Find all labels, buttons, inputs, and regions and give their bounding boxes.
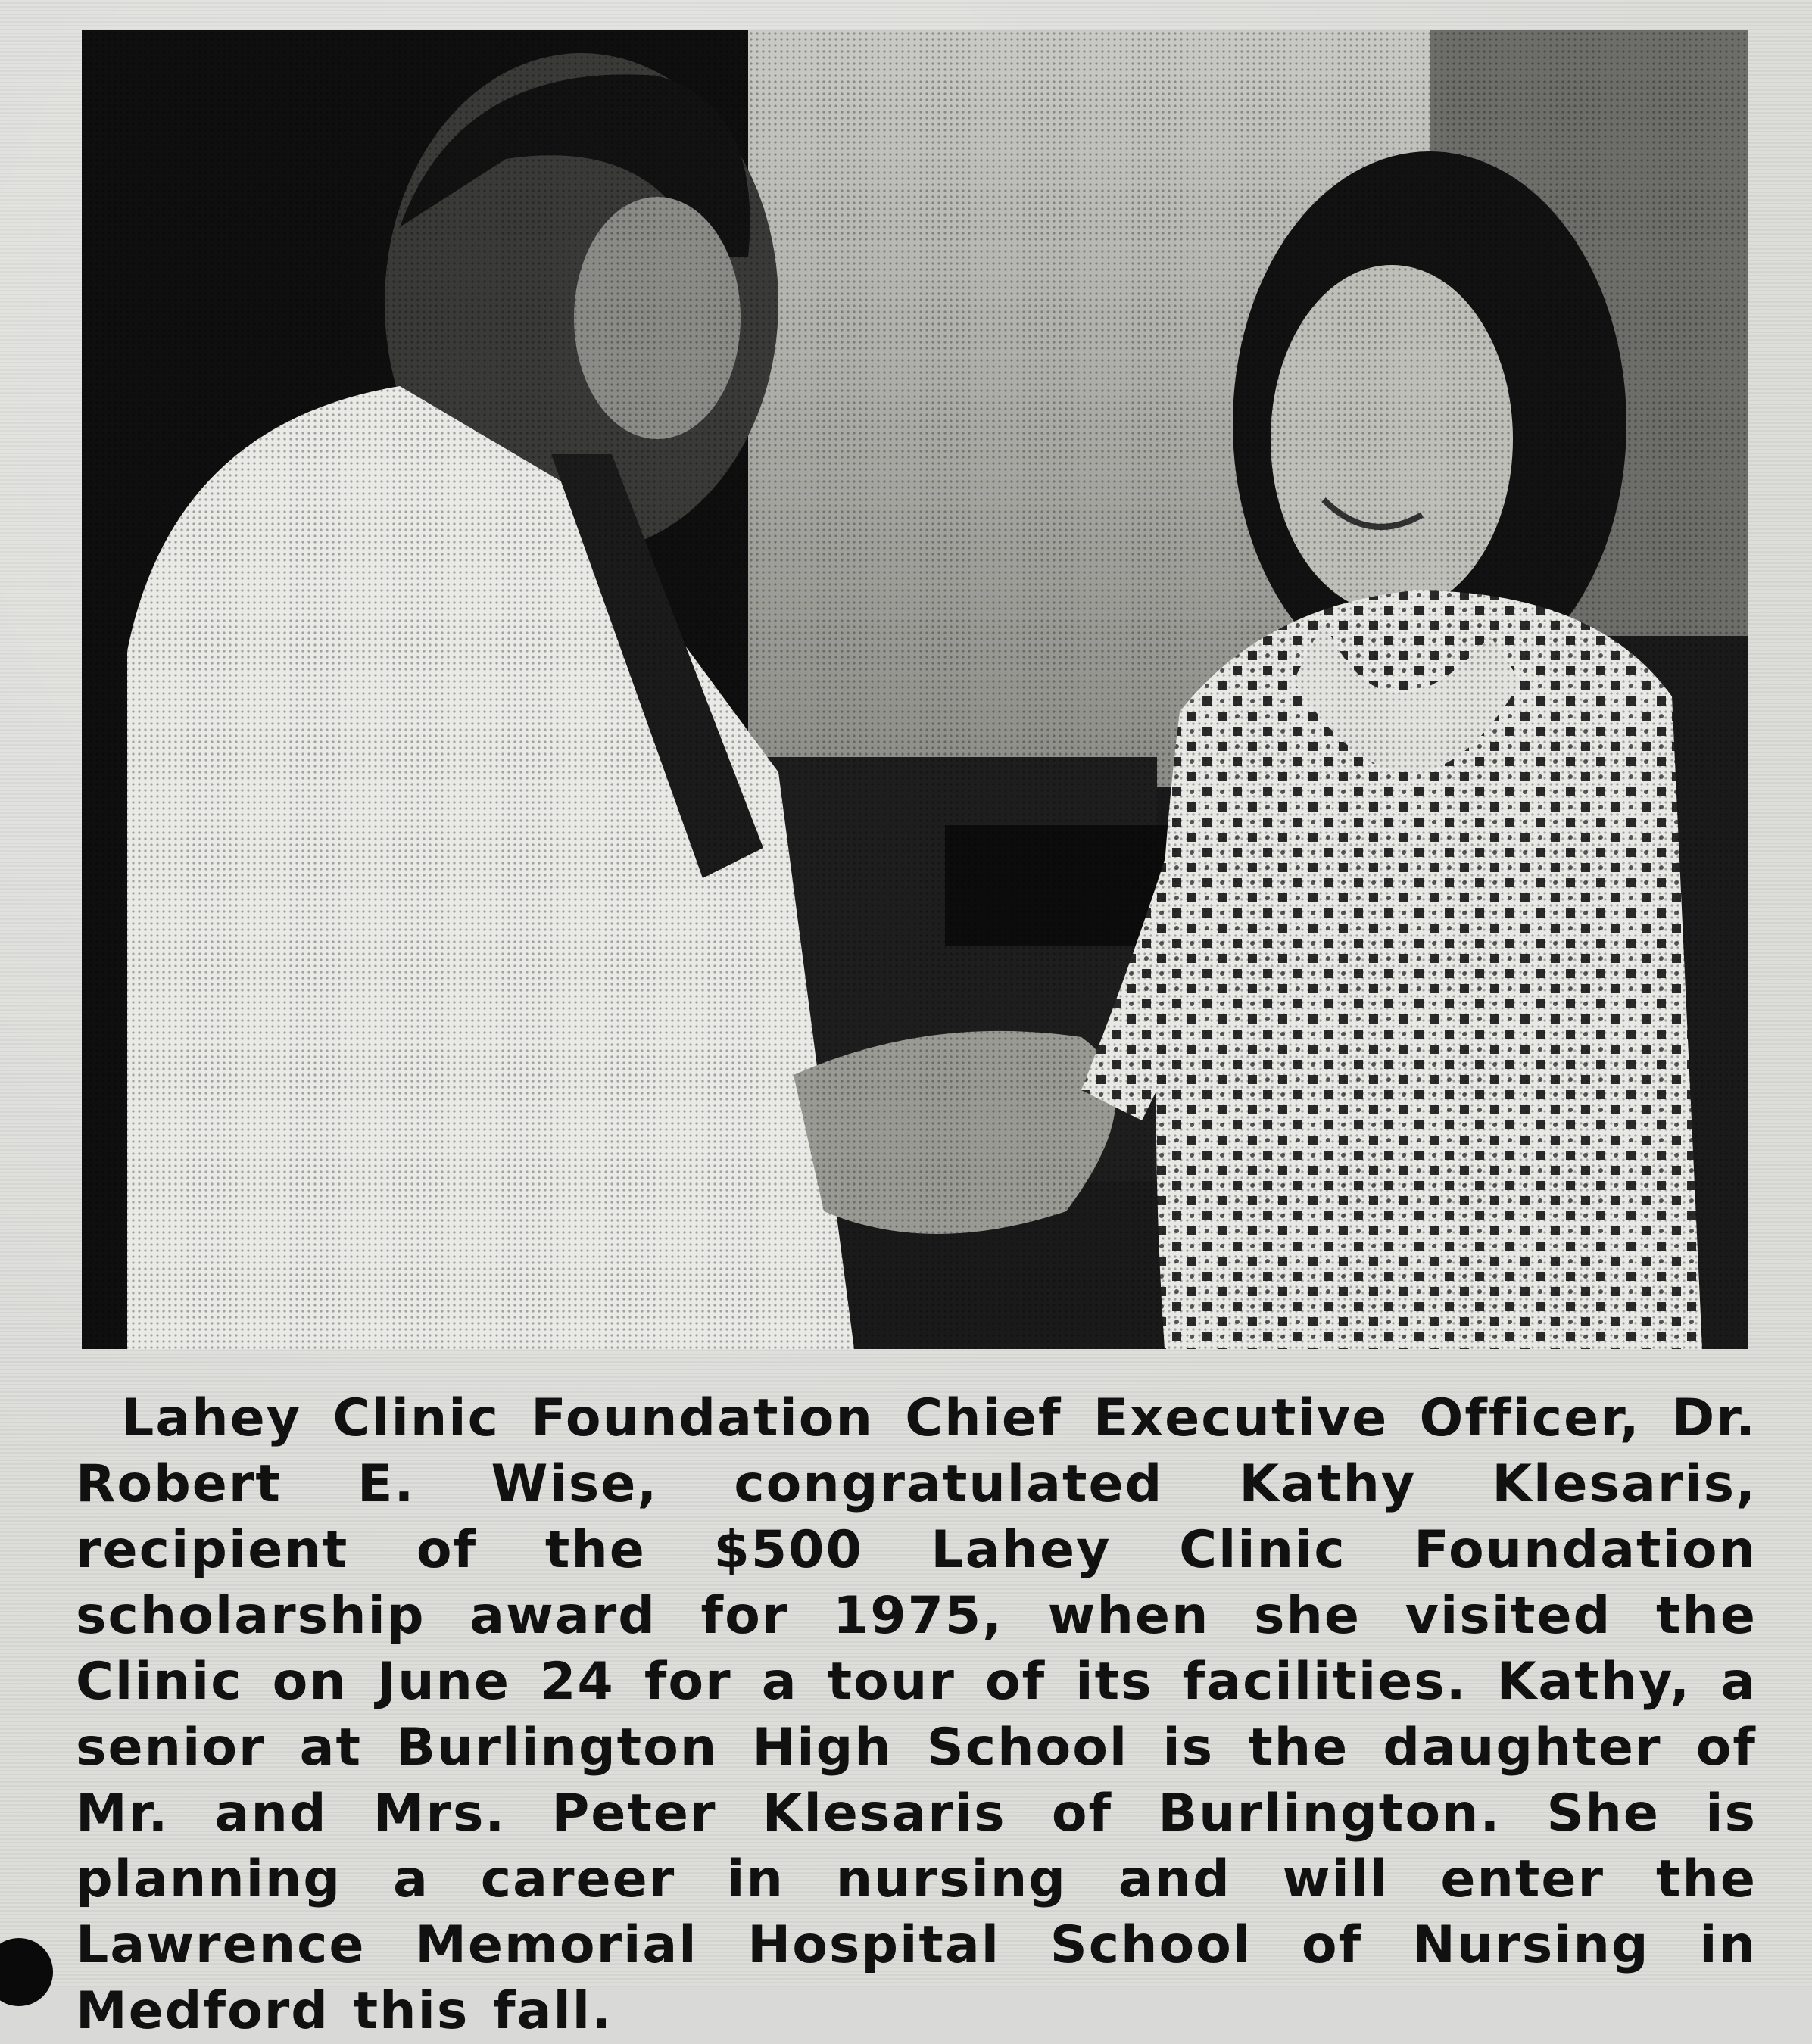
photo-caption: Lahey Clinic Foundation Chief Executive Officer, Dr. Robert E. Wise, congratulated Kathy Klesaris, recipient of the $500 Lahey Clinic Foundation scholarship award for 1975, when she visited the Clinic on June 24 for a tour of its facilities. Kathy, a senior at Burlington High School is the daughter of Mr. and Mrs. Peter Klesaris of Burlington. She is planning a career in nursing and will enter the Lawrence Memorial Hospital School of Nursing in Medford this fall.: [76, 1388, 1757, 2041]
corner-ink-mark: [0, 1938, 53, 2006]
news-photo: [82, 30, 1748, 1349]
